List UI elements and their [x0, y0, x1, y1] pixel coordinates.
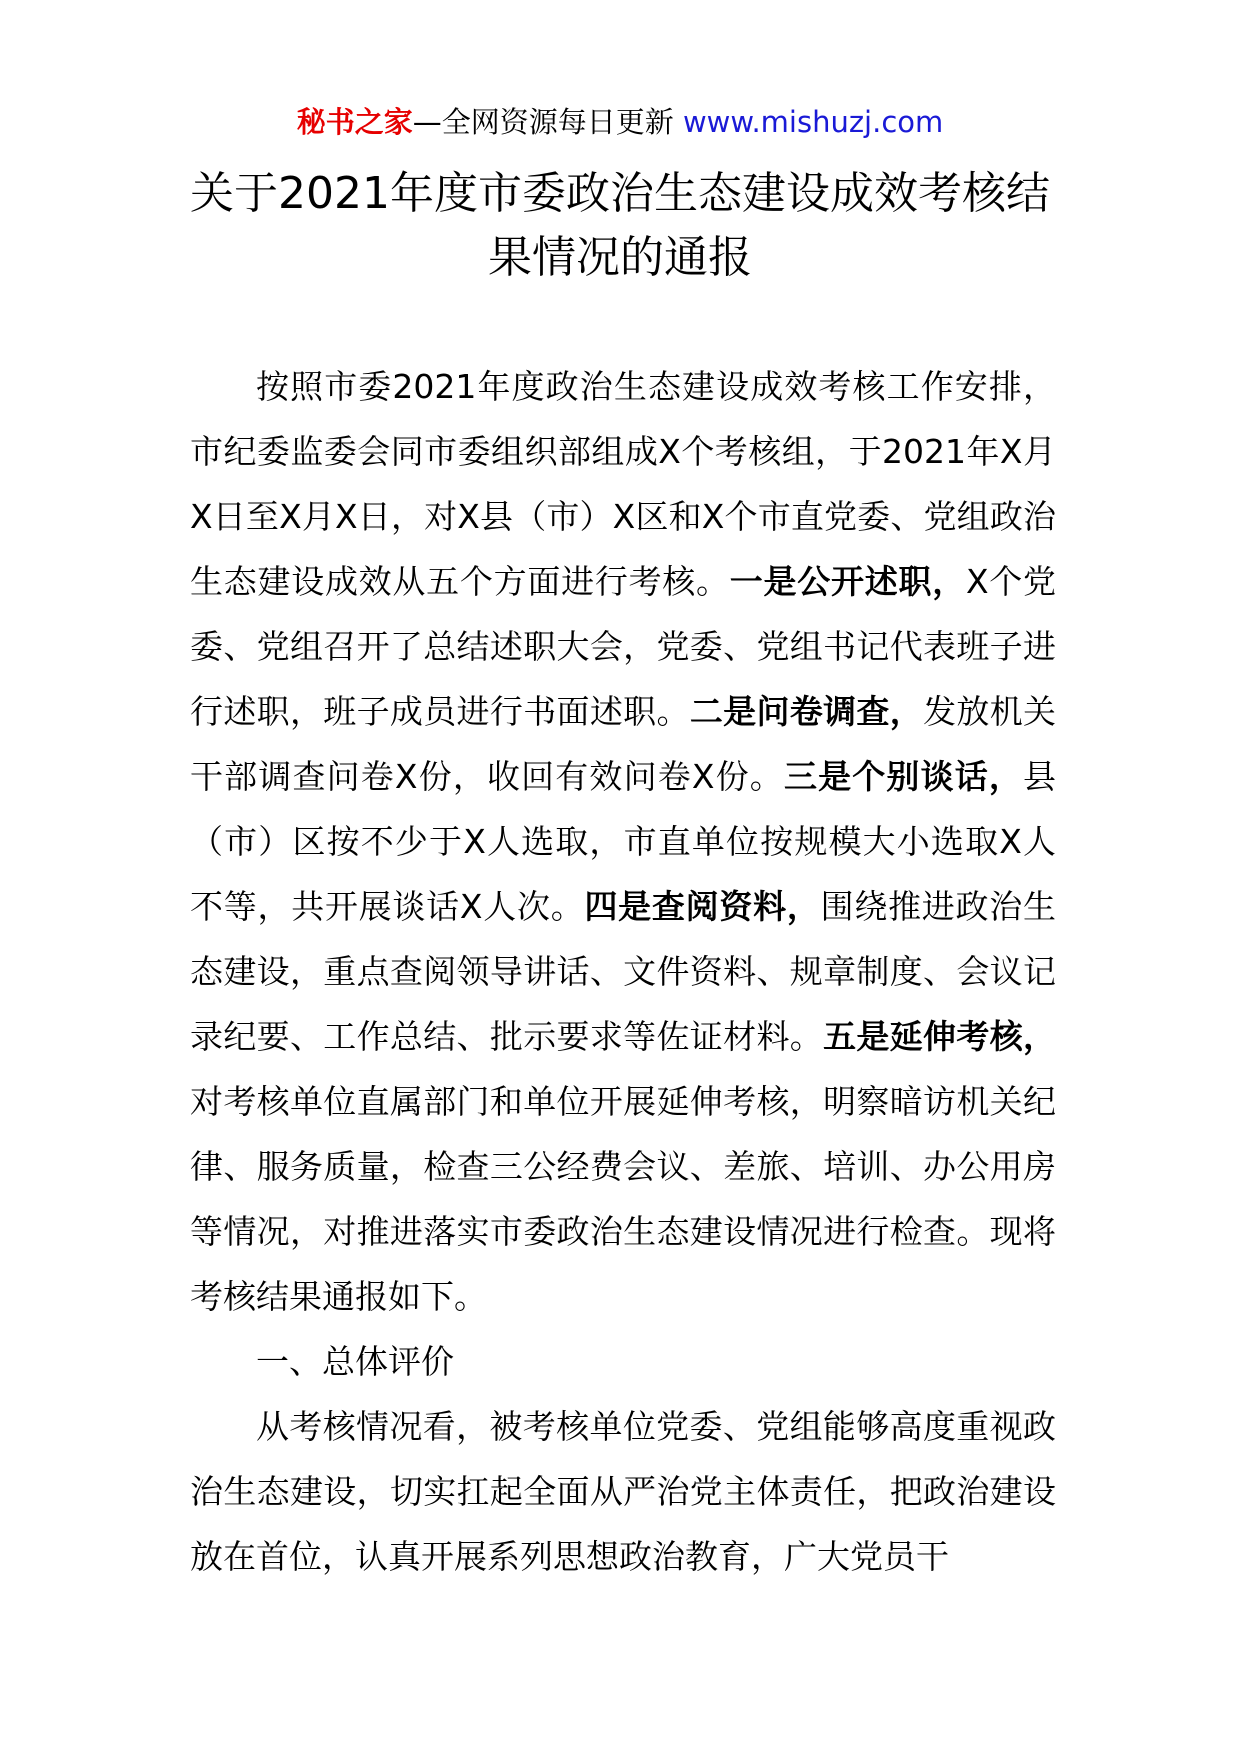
item3-text: 县（市）区按不少于X人选取，市直单位按规模大小选取X人不等，共开展谈话X人次。: [190, 757, 1056, 926]
item2-text: 发放机关干部调查问卷X份，收回有效问卷X份。: [190, 692, 1057, 796]
section1-paragraph: 从考核情况看，被考核单位党委、党组能够高度重视政治生态建设，切实扛起全面从严治党主体责任，把政治建设放在首位，认真开展系列思想政治教育，广大党员干: [190, 1407, 1056, 1576]
item4-label: 四是查阅资料，: [584, 887, 821, 926]
intro-lead-text: 按照市委2021年度政治生态建设成效考核工作安排，市纪委监委会同市委组织部组成X个考核组，于2021年X月X日至X月X日，对X县（市）X区和X个市直党委、党组政治生态建设成效从五个方面进行考核。: [190, 367, 1056, 601]
item5-label: 五是延伸考核，: [823, 1017, 1057, 1056]
item1-text: X个党委、党组召开了总结述职大会，党委、党组书记代表班子进行述职，班子成员进行书面述职。: [190, 562, 1057, 731]
site-brand: 秘书之家: [296, 105, 413, 139]
document-body: [190, 354, 1056, 1589]
item2-label: 二是问卷调查，: [689, 692, 924, 731]
document-title: 关于2021年度市委政治生态建设成效考核结果情况的通报: [190, 168, 1050, 283]
site-tagline: —全网资源每日更新: [412, 105, 674, 139]
site-header: [0, 100, 1240, 144]
site-url-link[interactable]: www.mishuzj.com: [682, 105, 944, 139]
item3-label: 三是个别谈话，: [783, 757, 1023, 796]
section1-heading: 一、总体评价: [256, 1342, 454, 1381]
intro-paragraph: [190, 354, 1056, 1329]
item1-label: 一是公开述职，: [729, 562, 966, 601]
item5-text: 对考核单位直属部门和单位开展延伸考核，明察暗访机关纪律、服务质量，检查三公经费会议、差旅、培训、办公用房等情况，对推进落实市委政治生态建设情况进行检查。现将考核结果通报如下。: [190, 1082, 1056, 1316]
item4-text: 围绕推进政治生态建设，重点查阅领导讲话、文件资料、规章制度、会议记录纪要、工作总结、批示要求等佐证材料。: [190, 887, 1057, 1056]
